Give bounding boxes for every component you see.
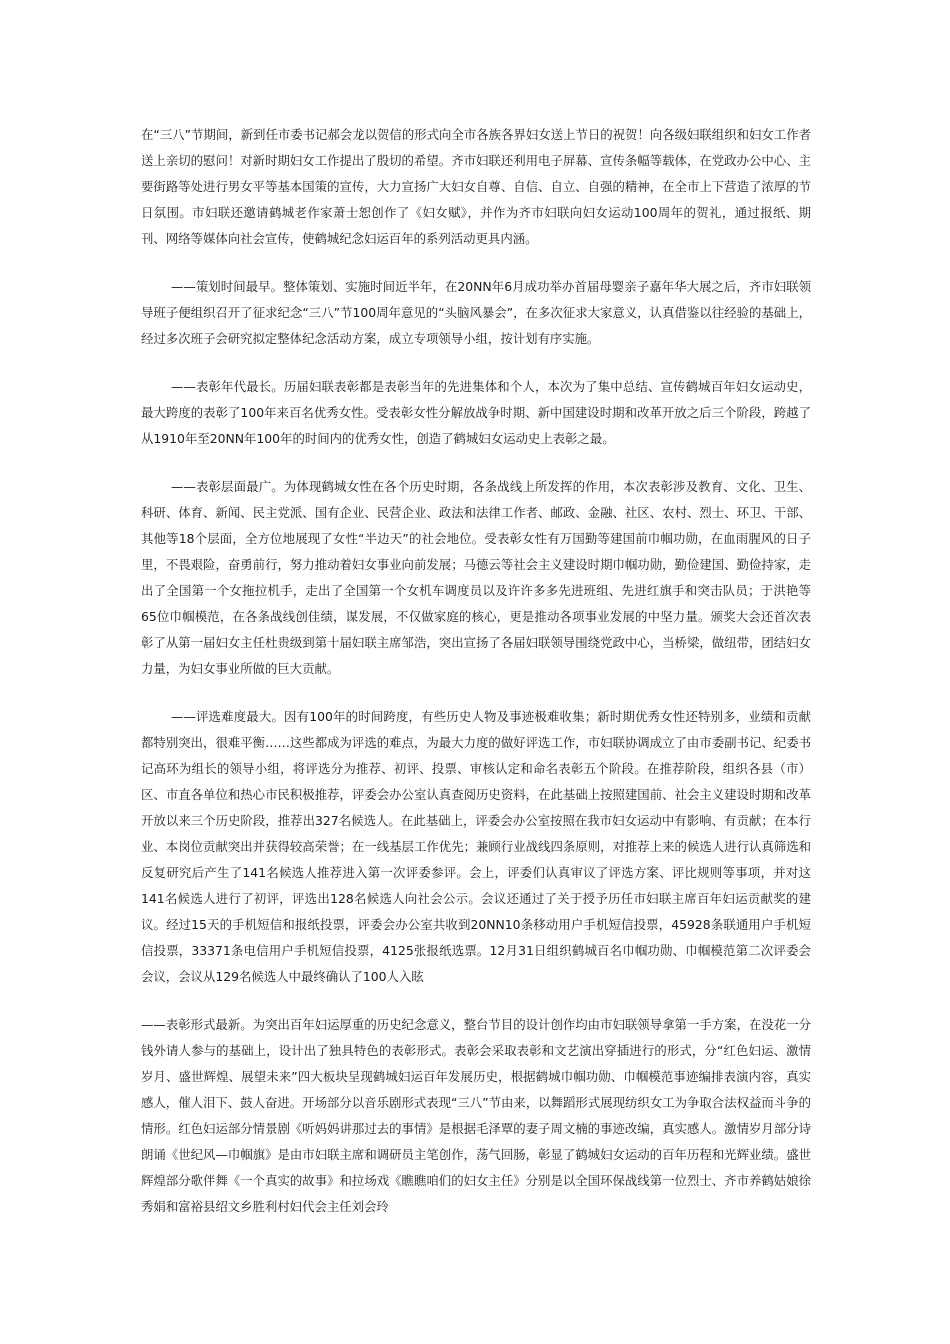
document-body <box>141 122 811 1242</box>
paragraph-womens-day-greetings: 在“三八”节期间，新到任市委书记郝会龙以贺信的形式向全市各族各界妇女送上节日的祝贺！向各级妇联组织和妇女工作者送上亲切的慰问！对新时期妇女工作提出了殷切的希望。齐市妇联还利用电子屏幕、宣传条幅等载体，在党政办公中心、主要街路等处进行男女平等基本国策的宣传，大力宣扬广大妇女自尊、自信、自立、自强的精神，在全市上下营造了浓厚的节日氛围。市妇联还邀请鹤城老作家萧士恕创作了《妇女赋》，并作为齐市妇联向妇女运动100周年的贺礼，通过报纸、期刊、网络等媒体向社会宣传，使鹤城纪念妇运百年的系列活动更具内涵。 <box>141 127 811 246</box>
paragraph-newest-format: ——表彰形式最新。为突出百年妇运厚重的历史纪念意义，整台节目的设计创作均由市妇联领导拿第一手方案，在没花一分钱外请人参与的基础上，设计出了独具特色的表彰形式。表彰会采取表彰和文艺演出穿插进行的形式，分“红色妇运、激情岁月、盛世辉煌、展望未来”四大板块呈现鹤城妇运百年发展历史，根据鹤城巾帼功勋、巾帼模范事迹编排表演内容，真实感人，催人泪下、鼓人奋进。开场部分以音乐剧形式表现“三八”节由来，以舞蹈形式展现纺织女工为争取合法权益而斗争的情形。红色妇运部分情景剧《听妈妈讲那过去的事情》是根据毛泽覃的妻子周文楠的事迹改编，真实感人。激情岁月部分诗朗诵《世纪风—巾帼旗》是由市妇联主席和调研员主笔创作，荡气回肠，彰显了鹤城妇女运动的百年历程和光辉业绩。盛世辉煌部分歌伴舞《一个真实的故事》和拉场戏《瞧瞧咱们的妇女主任》分别是以全国环保战线第一位烈士、齐市养鹤姑娘徐秀娟和富裕县绍文乡胜利村妇代会主任刘会玲 <box>141 1017 811 1214</box>
paragraph-longest-era: ——表彰年代最长。历届妇联表彰都是表彰当年的先进集体和个人，本次为了集中总结、宣传鹤城百年妇女运动史，最大跨度的表彰了100年来百名优秀女性。受表彰女性分解放战争时期、新中国建设时期和改革开放之后三个阶段，跨越了从1910年至20NN年100年的时间内的优秀女性，创造了鹤城妇女运动史上表彰之最。 <box>141 379 811 446</box>
paragraph-widest-scope: ——表彰层面最广。为体现鹤城女性在各个历史时期，各条战线上所发挥的作用，本次表彰涉及教育、文化、卫生、科研、体育、新闻、民主党派、国有企业、民营企业、政法和法律工作者、邮政、金融、社区、农村、烈士、环卫、干部、其他等18个层面，全方位地展现了女性“半边天”的社会地位。受表彰女性有万国勤等建国前巾帼功勋，在血雨腥风的日子里，不畏艰险，奋勇前行，努力推动着妇女事业向前发展；马德云等社会主义建设时期巾帼功勋，勤俭建国、勤俭持家，走出了全国第一个女拖拉机手，走出了全国第一个女机车调度员以及许许多多先进班组、先进红旗手和突击队员；于洪艳等65位巾帼模范，在各条战线创佳绩，谋发展，不仅做家庭的核心，更是推动各项事业发展的中坚力量。颁奖大会还首次表彰了从第一届妇女主任杜贵级到第十届妇联主席邹浩，突出宣扬了各届妇联领导围绕党政中心，当桥梁，做纽带，团结妇女力量，为妇女事业所做的巨大贡献。 <box>141 479 811 676</box>
paragraph-hardest-selection: ——评选难度最大。因有100年的时间跨度，有些历史人物及事迹极难收集；新时期优秀女性还特别多，业绩和贡献都特别突出，很难平衡……这些都成为评选的难点，为最大力度的做好评选工作，市妇联协调成立了由市委副书记、纪委书记高环为组长的领导小组，将评选分为推荐、初评、投票、审核认定和命名表彰五个阶段。在推荐阶段，组织各县（市）区、市直各单位和热心市民积极推荐，评委会办公室认真查阅历史资料，在此基础上按照建国前、社会主义建设时期和改革开放以来三个历史阶段，推荐出327名候选人。在此基础上，评委会办公室按照在我市妇女运动中有影响、有贡献；在本行业、本岗位贡献突出并获得较高荣誉；在一线基层工作优先；兼顾行业战线四条原则，对推荐上来的候选人进行认真筛选和反复研究后产生了141名候选人推荐进入第一次评委参评。会上，评委们认真审议了评选方案、评比规则等事项，并对这141名候选人进行了初评，评选出128名候选人向社会公示。会议还通过了关于授予历任市妇联主席百年妇运贡献奖的建议。经过15天的手机短信和报纸投票，评委会办公室共收到20NN10条移动用户手机短信投票，45928条联通用户手机短信投票，33371条电信用户手机短信投票，4125张报纸选票。12月31日组织鹤城百名巾帼功勋、巾帼模范第二次评委会会议，会议从129名候选人中最终确认了100人入眩 <box>141 709 811 984</box>
paragraph-earliest-planning: ——策划时间最早。整体策划、实施时间近半年，在20NN年6月成功举办首届母婴亲子嘉年华大展之后，齐市妇联领导班子便组织召开了征求纪念“三八”节100周年意见的“头脑风暴会”，在多次征求大家意义，认真借鉴以往经验的基础上，经过多次班子会研究拟定整体纪念活动方案，成立专项领导小组，按计划有序实施。 <box>141 279 811 346</box>
